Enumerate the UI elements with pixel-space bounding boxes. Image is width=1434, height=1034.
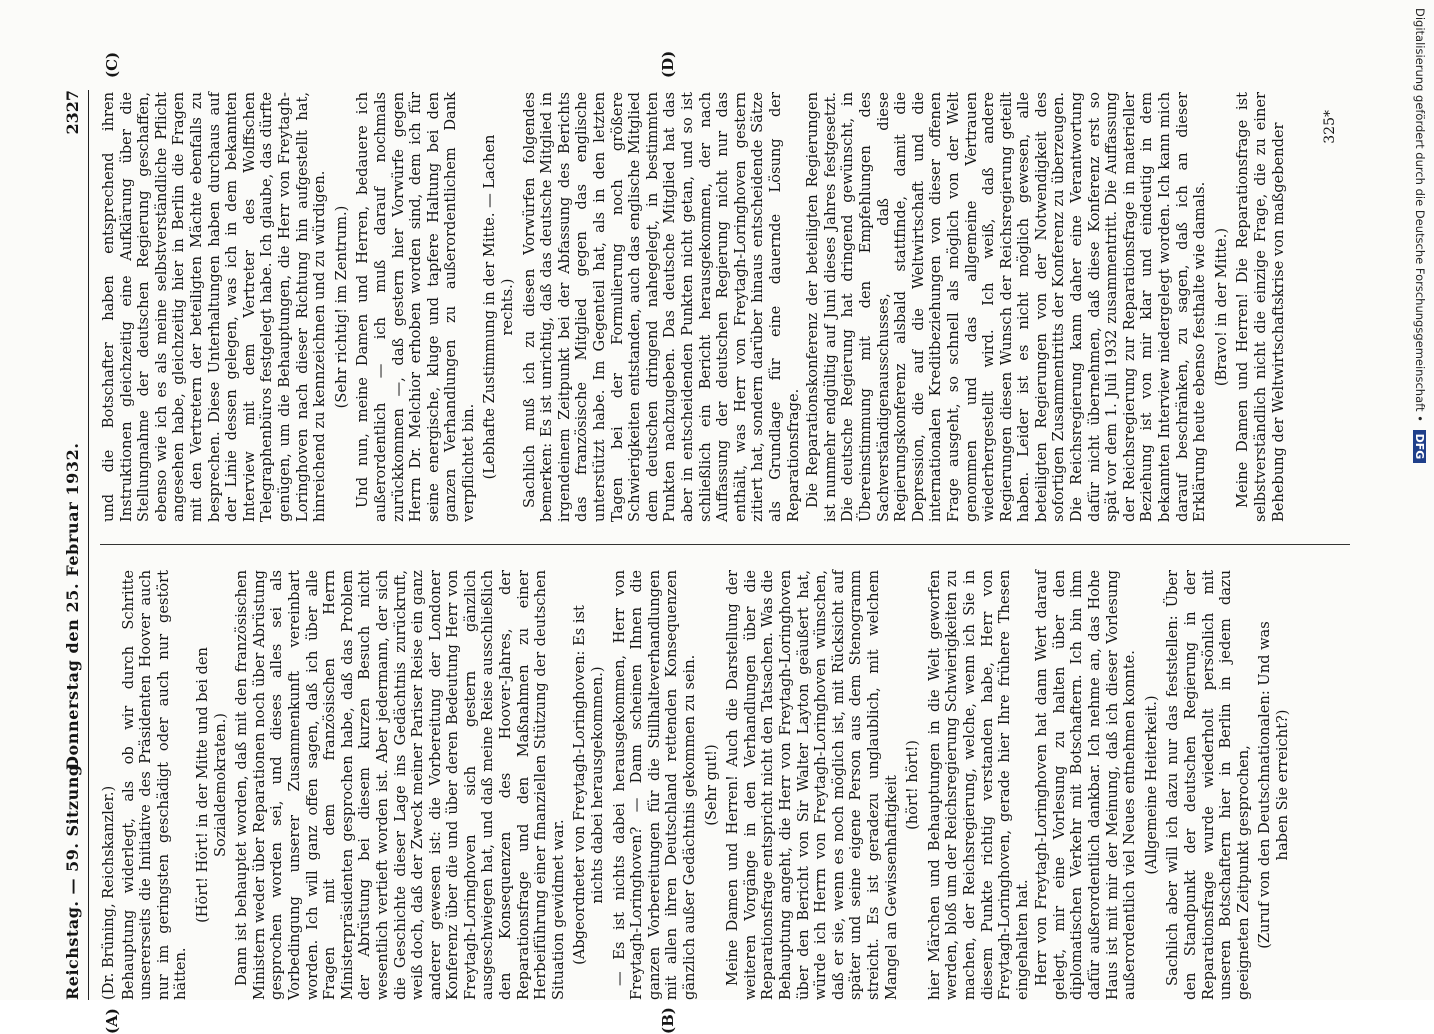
paragraph: Meine Damen und Herren! Die Reparationsfrage ist selbstverständlich nicht die einzige Frage, die zu einer Behebung der Weltwirtschaftskrise von maßgebender: [1234, 92, 1287, 522]
paragraph: Sachlich muß ich zu diesen Vorwürfen folgendes bemerken: Es ist unrichtig, daß das deutsche Mitglied in irgendeinem Zeitpunkt bei der Abfassung des Berichts das französische Mitglied gegen das englische unterstützt habe. Im Gegenteil hat, als in den letzten Tagen bei der Formulierung noch größere Schwierigkeiten entstanden, auch das englische Mitglied dem deutschen dringend nahegelegt, in bestimmten Punkten nachzugeben. Das deutsche Mitglied hat das aber in entscheidenden Punkten nicht getan, und so ist schließlich ein Bericht herausgekommen, der nach Auffassung der deutschen Regierung nicht nur das enthält, was Herr von Freytagh-Loringhoven gestern zitiert hat, sondern darüber hinaus entscheidende Sätze als Grundlage für eine dauernde Lösung der Reparationsfrage.: [520, 92, 802, 522]
left-column: [100, 570, 1296, 1000]
paragraph: (Dr. Brüning, Reichskanzler.): [100, 785, 117, 1000]
interjection: (Sehr gut!): [702, 744, 720, 826]
margin-marker-b: (B): [659, 1007, 677, 1034]
credit-line: Digitalisierung gefördert durch die Deutsche Forschungsgemeinschaft •: [1413, 8, 1427, 422]
interjection: (Hört! Hört! in der Mitte und bei den Sozialdemokraten.): [193, 647, 229, 923]
paragraph: Sachlich aber will ich dazu nur das feststellen: Über den Standpunkt der deutschen Regierung in der Reparationsfrage wurde wiederholt persönlich mit unseren Botschaftern hier in Berlin in jedem dazu geeigneten Zeitpunkt gesprochen,: [1164, 570, 1252, 1000]
paragraph: — Es ist nichts dabei herausgekommen, Herr von Freytagh-Loringhoven? — Dann scheinen Ihnen die ganzen Vorbereitungen für die Stillhalteverhandlungen mit allen ihren Deutschland rettenden Konsequenzen gänzlich außer Gedächtnis gekommen zu sein.: [610, 570, 698, 1000]
paragraph: und die Botschafter haben entsprechend ihren Instruktionen gleichzeitig eine Aufklärung über die Stellungnahme der deutschen Regierung geschaffen, ebenso wie ich es als meine selbstverständliche Pflicht angesehen habe, gleichzeitig hier in Berlin die Fragen mit den Vertretern der beteiligten Mächte ebenfalls zu besprechen. Diese Unterhaltungen haben durchaus auf der Linie dessen gelegen, was ich in dem bekannten Interview mit dem Vertreter des Wolffschen Telegraphenbüros festgelegt habe. Ich glaube, das dürfte genügen, um die Behauptungen, die Herr von Freytagh-Loringhoven nach dieser Richtung hin aufgestellt hat, hinreichend zu kennzeichnen und zu würdigen.: [100, 92, 329, 522]
header-page-number: 2327: [63, 90, 82, 135]
interjection: (hört! hört!): [904, 740, 922, 830]
right-column: [100, 92, 1289, 522]
paragraph: Dann ist behauptet worden, daß mit den französischen Ministern weder über Reparationen noch über Abrüstung gesprochen worden sei, und dieses alles sei als Vorbedingung unserer Zusammenkunft vereinbart worden. Ich will ganz offen sagen, daß ich über alle Fragen mit dem französischen Herrn Ministerpräsidenten gesprochen habe, daß das Problem der Abrüstung bei diesem kurzen Besuch nicht wesentlich vertieft worden ist. Aber jedermann, der sich die Geschichte dieser Lage ins Gedächtnis zurückruft, weiß doch, daß der Zweck meiner Pariser Reise ein ganz anderer gewesen ist: die Vorbereitung der Londoner Konferenz über die und über deren Bedeutung Herr von Freytagh-Loringhoven sich gestern gänzlich ausgeschwiegen hat, und daß meine Reise ausschließlich den Konsequenzen des Hoover-Jahres, der Reparationsfrage und den Maßnahmen zu einer Herbeiführung einer finanziellen Stützung der deutschen Situation gewidmet war.: [233, 570, 567, 1000]
header-left: Reichstag. — 59. Sitzung.: [63, 758, 82, 1000]
interjection: (Zuruf von den Deutschnationalen: Und was haben Sie erreicht?): [1256, 621, 1291, 949]
interjection: (Abgeordneter von Freytagh-Loringhoven: Es ist nichts dabei herausgekommen.): [571, 605, 607, 965]
dfg-logo: DFG: [1413, 430, 1426, 464]
rotated-page-content: [60, 50, 1380, 1034]
page-signature: 325*: [1322, 110, 1338, 144]
paragraph: Herr von Freytagh-Loringhoven hat dann Wert darauf gelegt, mir eine Vorlesung zu halten über den diplomatischen Verkehr mit Botschaftern. Ich bin ihm dafür außerordentlich dankbar. Ich nehme an, das Hohe Haus ist mit mir der Meinung, daß ich dieser Vorlesung außerordentlich viel Neues entnehmen konnte.: [1033, 570, 1139, 1000]
paragraph: Meine Damen und Herren! Auch die Darstellung der weiteren Vorgänge in den Verhandlungen über die Reparationsfrage entspricht nicht den Tatsachen. Was die Behauptung angeht, die Herr von Freytagh-Loringhoven über den Bericht von Sir Walter Layton geäußert hat, würde ich Herrn von Freytagh-Loringhoven wünschen, daß er sie, wenn es noch möglich ist, mit Rücksicht auf später und seine eigene Person aus dem Stenogramm streicht. Es ist geradezu unglaublich, mit welchem Mangel an Gewissenhaftigkeit: [724, 570, 900, 1000]
running-header: [60, 90, 89, 1000]
credit-text: [1413, 8, 1427, 908]
interjection: (Allgemeine Heiterkeit.): [1142, 695, 1160, 875]
paragraph: Die Reparationskonferenz der beteiligten Regierungen ist nunmehr endgültig auf Juni dieses Jahres festgesetzt. Die deutsche Regierung hat dringend gewünscht, in Übereinstimmung mit den Empfehlungen des Sachverständigenausschusses, daß diese Regierungskonferenz alsbald stattfinde, damit die Depression, die auf die Weltwirtschaft und die internationalen Kreditbeziehungen von dieser offenen Frage ausgeht, so schnell als möglich von der Welt genommen und das allgemeine Vertrauen wiederhergestellt wird. Ich weiß, daß andere Regierungen diesen Wunsch der Reichsregierung geteilt haben. Leider ist es nicht möglich gewesen, alle beteiligten Regierungen von der Notwendigkeit des sofortigen Zusammentritts der Konferenz zu überzeugen. Die Reichsregierung kann daher eine Verantwortung dafür nicht übernehmen, daß diese Konferenz erst so spät vor dem 1. Juli 1932 zusammentritt. Die Auffassung der Reichsregierung zur Reparationsfrage in materieller Beziehung ist von mir klar und eindeutig in dem bekannten Interview niedergelegt worden. Ich kann mich darauf beschränken, zu sagen, daß ich an dieser Erklärung heute ebenso festhalte wie damals.: [804, 92, 1209, 522]
paragraph: hier Märchen und Behauptungen in die Welt geworfen werden, bloß um der Reichsregierung Schwierigkeiten zu machen, der Reichsregierung, welche, wenn ich Sie in diesem Punkte richtig verstanden habe, Herr von Freytagh-Loringhoven, gerade hier Ihre frühere Thesen eingehalten hat.: [925, 570, 1031, 1000]
interjection: (Lebhafte Zustimmung in der Mitte. — Lachen rechts.): [481, 134, 517, 480]
interjection: (Bravo! in der Mitte.): [1212, 227, 1230, 387]
page-inner: [60, 50, 1380, 1034]
paragraph: Behauptung widerlegt, als ob wir durch Schritte unsererseits die Initiative des Präsidenten Hoover auch nur im geringsten geschädigt oder auch nur gestört hätten.: [119, 570, 190, 1000]
header-date: Donnerstag den 25. Februar 1932.: [63, 442, 82, 770]
digitization-credit: [1405, 8, 1431, 992]
margin-marker-c: (C): [103, 51, 121, 78]
paragraph: Und nun, meine Damen und Herren, bedauere ich außerordentlich — ich muß darauf nochmals zurückkommen —, daß gestern hier Vorwürfe gegen Herrn Dr. Melchior erhoben worden sind, dem ich für seine energische, kluge und tapfere Haltung bei den ganzen Verhandlungen zu außerordentlichem Dank verpflichtet bin.: [354, 92, 477, 522]
margin-marker-a: (A): [103, 1008, 121, 1034]
margin-marker-d: (D): [659, 50, 677, 78]
interjection: (Sehr richtig! im Zentrum.): [332, 205, 350, 409]
column-divider: [100, 544, 1350, 545]
